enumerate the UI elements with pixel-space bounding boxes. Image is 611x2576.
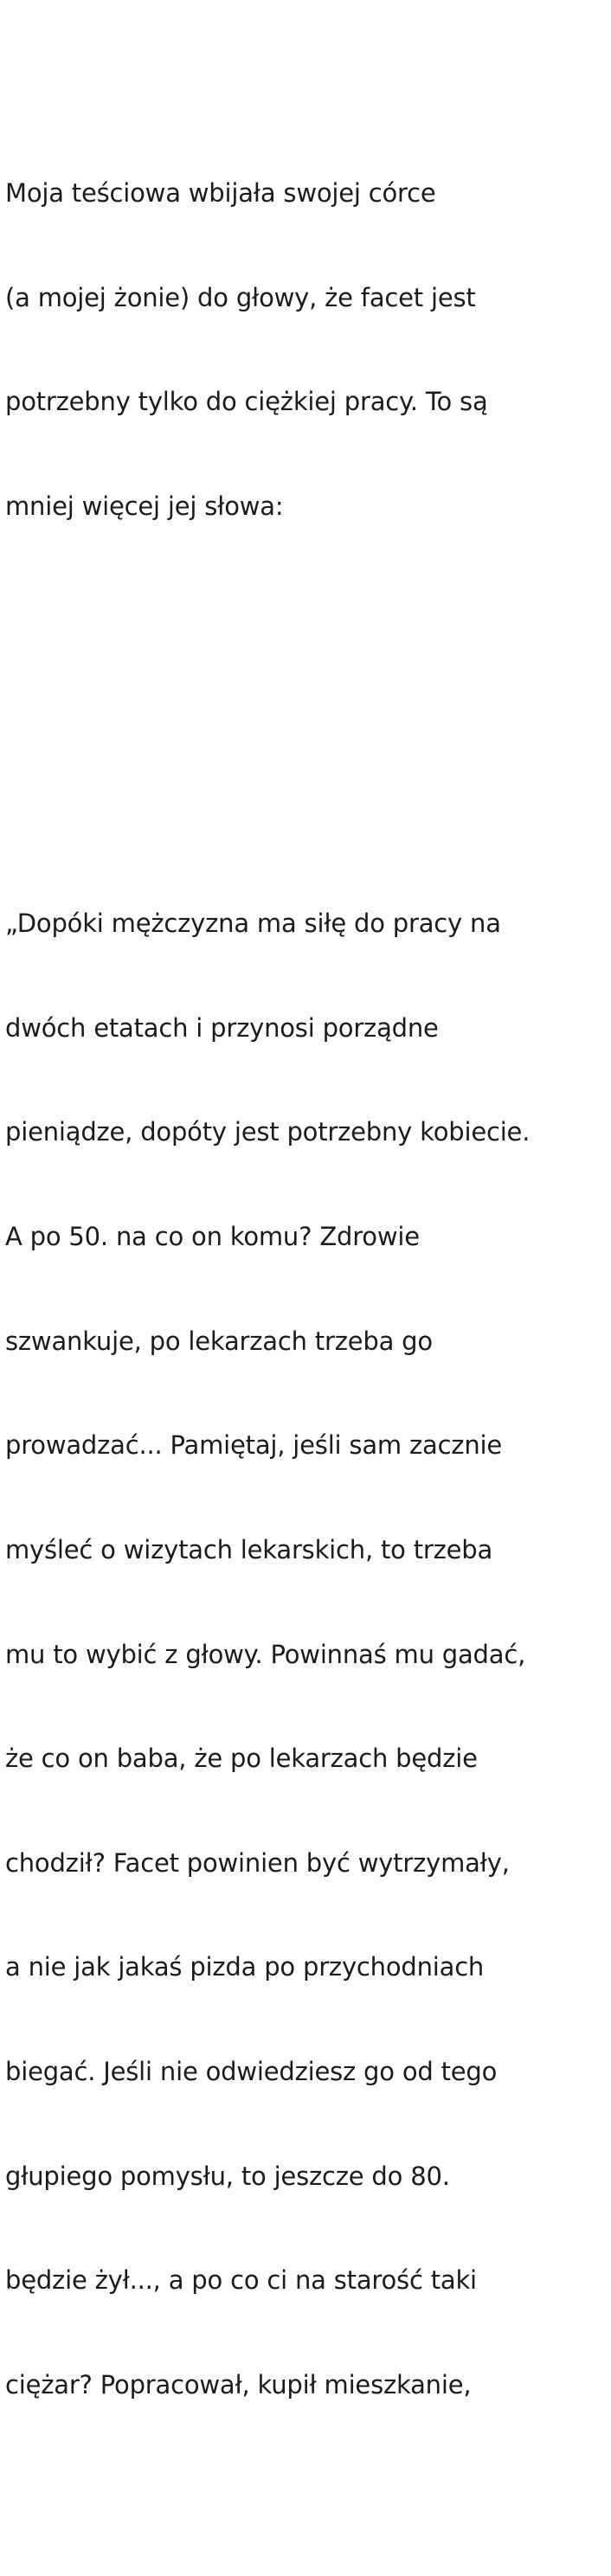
text-line: chodził? Facet powinien być wytrzymały, xyxy=(5,1847,510,1878)
text-line: A po 50. na co on komu? Zdrowie xyxy=(5,1222,420,1252)
text-line: głupiego pomysłu, to jeszcze do 80. xyxy=(5,2161,450,2191)
text-line: (a mojej żonie) do głowy, że facet jest xyxy=(5,282,476,312)
text-line: pieniądze, dopóty jest potrzebny kobiecie. xyxy=(5,1117,531,1147)
text-line: Moja teściowa wbijała swojej córce xyxy=(5,178,436,209)
text-line: potrzebny tylko do ciężkiej pracy. To są xyxy=(5,387,488,417)
text-line: mniej więcej jej słowa: xyxy=(5,491,284,521)
text-line: dwóch etatach i przynosi porządne xyxy=(5,1012,439,1043)
text-line: „Dopóki mężczyzna ma siłę do pracy na xyxy=(5,909,501,939)
paragraph-gap xyxy=(5,697,611,732)
text-line: że co on baba, że po lekarzach będzie xyxy=(5,1744,478,1774)
text-line: myśleć o wizytach lekarskich, to trzeba xyxy=(5,1534,493,1564)
text-line: mu to wybić z głowy. Powinnaś mu gadać, xyxy=(5,1639,526,1669)
text-line: biegać. Jeśli nie odwiedziesz go od tego xyxy=(5,2056,498,2086)
text-line: a nie jak jakaś pizda po przychodniach xyxy=(5,1952,485,1982)
paragraph-quote xyxy=(5,837,611,2472)
document-text-body xyxy=(5,2,611,2576)
text-line: będzie żył..., a po co ci na starość taki xyxy=(5,2265,477,2296)
text-line: prowadzać... Pamiętaj, jeśli sam zacznie xyxy=(5,1430,503,1461)
text-line: ciężar? Popracował, kupił mieszkanie, xyxy=(5,2369,472,2399)
paragraph-intro xyxy=(5,106,611,594)
text-line: szwankuje, po lekarzach trzeba go xyxy=(5,1326,433,1356)
